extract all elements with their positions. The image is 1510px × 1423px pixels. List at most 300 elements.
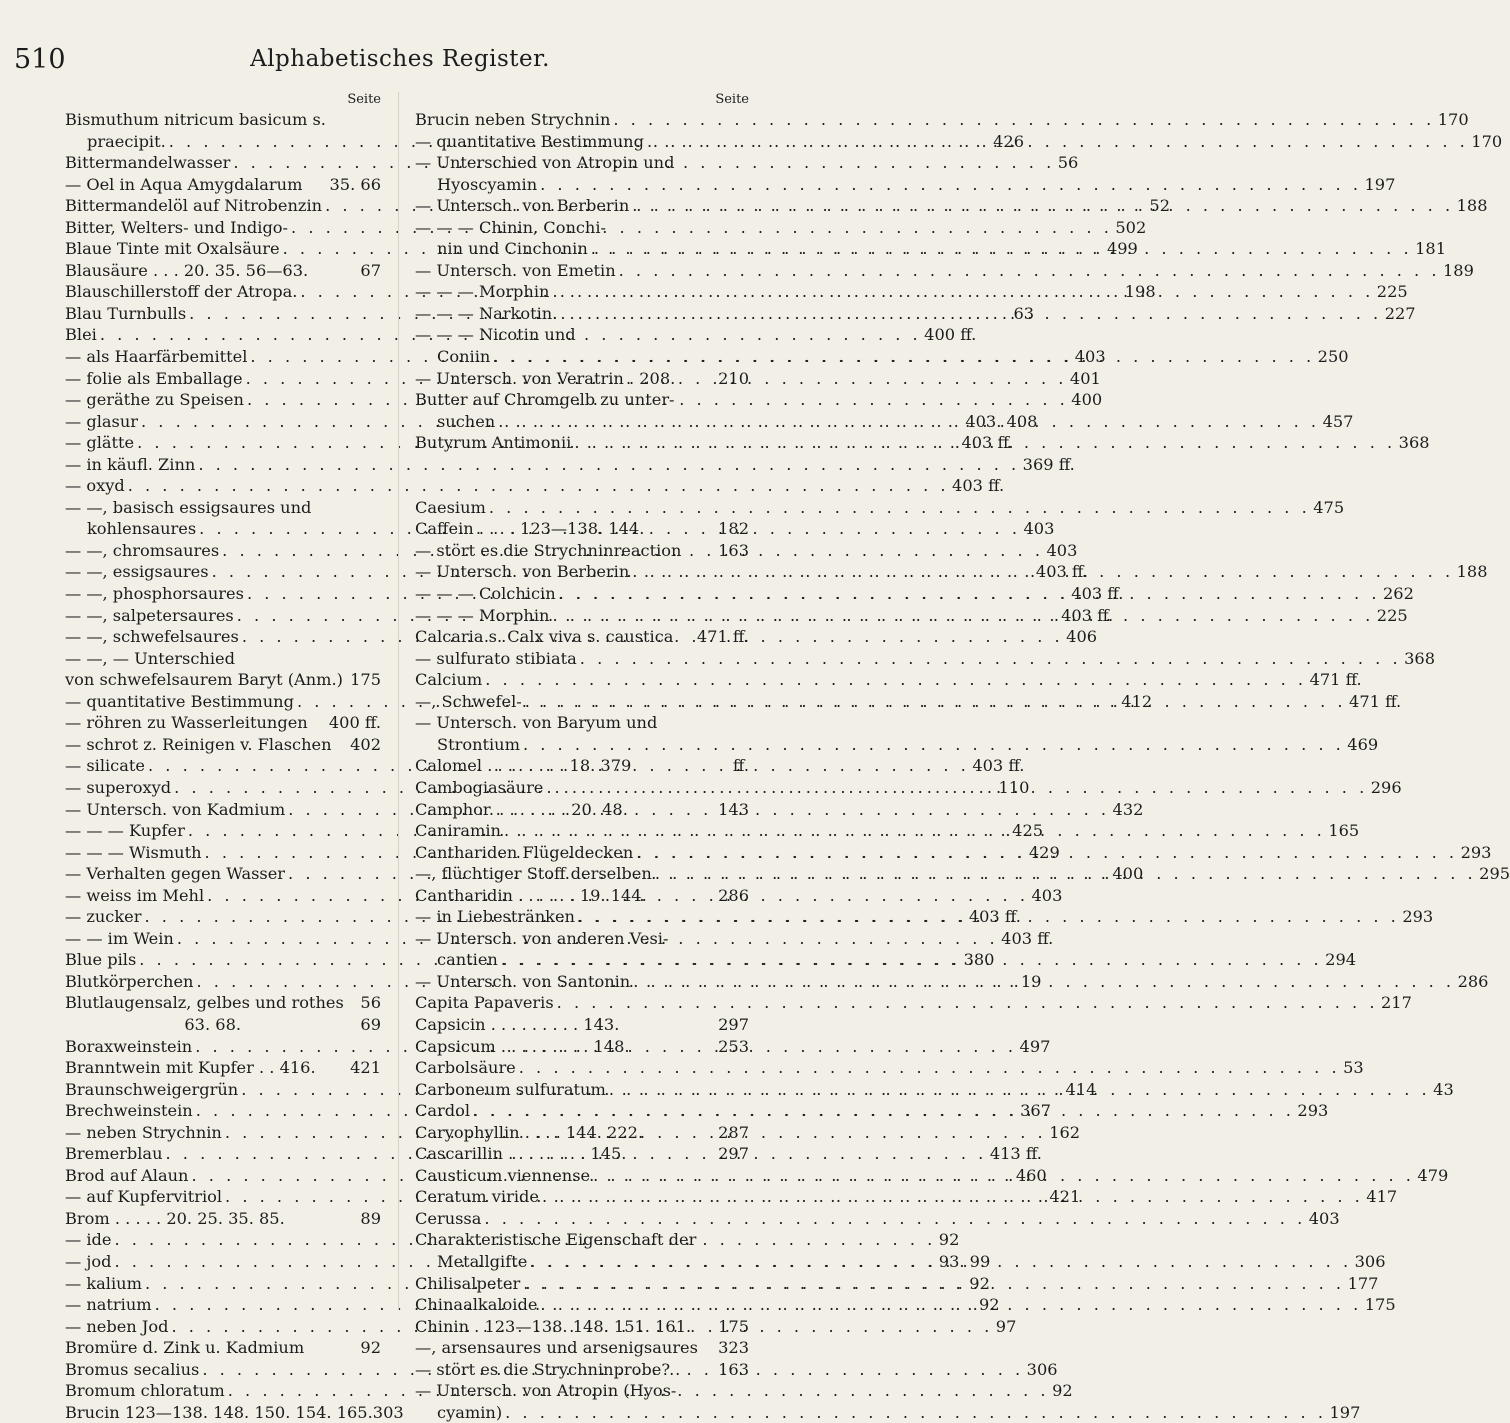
entry-page-ref: 403 [1046, 540, 1078, 560]
index-entry [65, 648, 381, 670]
entry-term: Calcaria s. Calx viva s. caustica [415, 627, 674, 647]
index-entry [65, 454, 1075, 476]
dot-leader [490, 346, 1317, 368]
entry-term: nin und Cinchonin [437, 239, 588, 259]
entry-term: — weiss im Mehl [65, 885, 205, 905]
entry-term: — Untersch. von Santonin [415, 971, 631, 991]
index-entry [415, 928, 749, 950]
entry-term: — —, salpetersaures [65, 605, 234, 625]
entry-page-ref: 293 [1460, 842, 1492, 862]
entry-page-ref: 497 [1019, 1036, 1051, 1056]
entry-page-ref: 67 [360, 260, 381, 280]
entry-page-ref: 402 [350, 734, 381, 754]
entry-term: — in käufl. Zinn [65, 454, 196, 474]
entry-term: — — — Narkotin. [415, 303, 558, 323]
index-entry [65, 1208, 381, 1230]
entry-term: Butyrum Antimonii [415, 433, 572, 453]
index-entry [415, 755, 749, 777]
dot-leader [498, 949, 1325, 971]
entry-page-ref: 69 [360, 1014, 381, 1034]
entry-term: — sulfurato stibiata [415, 648, 577, 668]
entry-page-ref: 426 [993, 131, 1024, 151]
entry-term: — stört es die Strychninprobe? . [415, 1359, 681, 1379]
dot-leader [629, 561, 1456, 583]
entry-page-ref: 163 [718, 540, 749, 560]
entry-term: Capsicum . . . . . . . . . 148. [415, 1036, 630, 1056]
entry-term: — schrot z. Reinigen v. Flaschen [65, 734, 332, 754]
entry-page-ref: 97 [995, 1316, 1017, 1336]
dot-leader [543, 777, 1370, 799]
entry-term: Brom . . . . . 20. 25. 35. 85. [65, 1208, 285, 1228]
dot-leader [481, 1208, 1308, 1230]
entry-term: — Untersch. von Veratrin . 208. [415, 368, 676, 388]
entry-term: — jod [65, 1251, 112, 1271]
entry-page-ref: 225 [1376, 605, 1408, 625]
index-entry [415, 992, 1412, 1014]
entry-term: Hyoscyamin [437, 174, 538, 194]
entry-page-ref: 19 [1020, 971, 1042, 991]
entry-term: — in Liebestränken [415, 907, 575, 927]
entry-page-ref: 52 [1149, 196, 1170, 216]
entry-term: Cambogiasäure [415, 777, 544, 797]
entry-term: — — — Morphin [415, 282, 550, 302]
entry-page-ref: 403 [1074, 347, 1106, 367]
entry-term: Butter auf Chromgelb zu unter- [415, 390, 675, 410]
entry-page-ref: 227 [1384, 303, 1416, 323]
entry-term: — Untersch. von Baryum und [415, 713, 658, 733]
seite-label: Seite [347, 92, 381, 107]
entry-page-ref: 400 [1112, 864, 1144, 884]
entry-page-ref: 306 [1026, 1359, 1058, 1379]
entry-term: Chinaalkaloide [415, 1295, 538, 1315]
index-entry [415, 1036, 749, 1058]
index-entry [65, 712, 381, 734]
index-entry [415, 540, 749, 562]
dot-leader [644, 131, 1471, 153]
entry-term: — — — Wismuth [65, 842, 202, 862]
entry-page-ref: 401 [1069, 368, 1101, 388]
index-entry [65, 497, 381, 519]
dot-leader [482, 669, 1309, 691]
dot-leader [610, 109, 1437, 131]
entry-term: Causticum viennense [415, 1165, 591, 1185]
dot-leader [652, 863, 1479, 885]
dot-leader [575, 906, 1402, 928]
entry-term: Blau Turnbulls [65, 303, 187, 323]
index-entry [65, 1402, 404, 1423]
entry-page-ref: 306 [1354, 1251, 1386, 1271]
entry-term: Blauschillerstoff der Atropa. [65, 282, 298, 302]
entry-page-ref: 429 [1028, 842, 1060, 862]
entry-page-ref: 479 [1417, 1165, 1449, 1185]
entry-term: Capita Papaveris [415, 993, 554, 1013]
dot-leader [554, 992, 1381, 1014]
entry-page-ref: 400 ff. [328, 713, 381, 733]
entry-term: — folie als Emballage [65, 368, 243, 388]
index-entry [415, 497, 1345, 519]
entry-page-ref: 368 [1398, 433, 1430, 453]
entry-page-ref: 295 [1479, 864, 1510, 884]
entry-term: — Oel in Aqua Amygdalarum [65, 174, 303, 194]
entry-page-ref: 403 ff. [1071, 584, 1124, 604]
section-gap [415, 475, 749, 497]
entry-page-ref: 471 ff. [696, 627, 749, 647]
dot-leader [549, 281, 1376, 303]
entry-page-ref: 92 [1052, 1381, 1073, 1401]
entry-page-ref: 403 [1308, 1208, 1340, 1228]
entry-term: Blutkörperchen [65, 971, 194, 991]
entry-term: — Untersch. von Berberin [415, 196, 630, 216]
seite-label: Seite [715, 92, 749, 107]
dot-leader [556, 583, 1383, 605]
entry-page-ref: 53 [1343, 1058, 1364, 1078]
entry-page-ref: 170 [1437, 110, 1469, 129]
entry-term: — Untersch. von Berberin [415, 562, 630, 582]
dot-leader [633, 842, 1460, 864]
entry-term: Caffein . . . . 123—138. 144. [415, 519, 645, 539]
entry-page-ref: 403 [1023, 519, 1055, 539]
entry-page-ref: 210 [718, 368, 749, 388]
entry-term: — oxyd [65, 476, 125, 496]
entry-page-ref: 225 [1376, 282, 1408, 302]
index-entry [415, 368, 749, 390]
dot-leader [520, 734, 1347, 756]
entry-page-ref: 400 [1071, 390, 1103, 410]
entry-page-ref: 403 ff. [1035, 562, 1089, 582]
entry-page-ref: 403 [1031, 885, 1063, 905]
entry-page-ref: 89 [360, 1208, 381, 1228]
index-entry [415, 217, 749, 239]
entry-term: Boraxweinstein [65, 1036, 193, 1056]
entry-page-ref: 188 [1456, 562, 1488, 582]
entry-page-ref: 400 ff. [924, 325, 977, 345]
entry-term: — Untersch. von Kadmium [65, 799, 286, 819]
entry-term: — neben Jod [65, 1316, 169, 1336]
entry-term: Blue pils [65, 950, 137, 970]
entry-term: cyamin) [437, 1402, 503, 1422]
entry-page-ref: 170 [1471, 131, 1503, 151]
dot-leader [549, 605, 1376, 627]
entry-term: Blaue Tinte mit Oxalsäure [65, 239, 280, 259]
dot-leader [520, 1273, 1347, 1295]
entry-term: — Untersch. von Atropin (Hyos- [415, 1381, 677, 1401]
section-gap [415, 454, 749, 476]
entry-page-ref: 296 [1370, 777, 1402, 797]
entry-term: Cardol [415, 1101, 471, 1121]
entry-term: Calomel . . . . . . . . 18. 379 [415, 756, 632, 776]
running-title: Alphabetisches Register. [250, 46, 550, 72]
index-entry [415, 1380, 749, 1402]
entry-page-ref: 413 ff. [989, 1144, 1042, 1164]
dot-leader [537, 1294, 1364, 1316]
entry-page-ref: 165 [1328, 821, 1360, 841]
entry-term: Bremerblau [65, 1144, 163, 1164]
entry-term: — — — Chinin, Conchi- [415, 217, 607, 237]
index-entry [65, 1057, 381, 1079]
dot-leader [495, 411, 1322, 433]
entry-term: — —, chromsaures [65, 540, 220, 560]
entry-page-ref: ff. [732, 756, 749, 776]
entry-page-ref: 323 [718, 1338, 749, 1358]
entry-page-ref: 368 [1404, 648, 1436, 668]
entry-term: Charakteristische Eigenschaft der [415, 1230, 697, 1250]
entry-term: 63. 68. [184, 1014, 242, 1034]
entry-term: — als Haarfärbemittel [65, 347, 248, 367]
index-entry [415, 1014, 749, 1036]
entry-term: — silicate [65, 756, 145, 776]
page-header [0, 44, 800, 74]
dot-leader [577, 648, 1404, 670]
entry-page-ref: 417 [1366, 1187, 1398, 1207]
dot-leader [557, 303, 1384, 325]
entry-page-ref: 412 [1121, 691, 1153, 711]
index-entry [65, 174, 381, 196]
entry-term: Bromüre d. Zink u. Kadmium [65, 1338, 305, 1358]
entry-term: — zucker [65, 907, 142, 927]
entry-page-ref: 294 [1325, 950, 1357, 970]
entry-term: Caryophyllin . . . . 144. 222. [415, 1122, 644, 1142]
entry-page-ref: 367 [1020, 1101, 1051, 1121]
entry-page-ref: 175 [350, 670, 381, 690]
page-number: 510 [14, 44, 66, 75]
entry-term: kohlensaures [87, 519, 197, 539]
entry-page-ref: 198 [1124, 282, 1156, 302]
index-entry [415, 712, 749, 734]
entry-page-ref: 177 [1347, 1273, 1379, 1293]
entry-page-ref: 475 [1313, 497, 1345, 517]
entry-term: — —, — Unterschied [65, 648, 235, 668]
entry-page-ref: 286 [1457, 971, 1489, 991]
dot-leader [629, 195, 1456, 217]
index-entry [415, 518, 749, 540]
entry-term: — neben Strychnin [65, 1122, 222, 1142]
dot-leader [616, 260, 1443, 282]
index-entry [415, 109, 1469, 131]
entry-page-ref: 425 [1012, 821, 1044, 841]
index-entry [65, 1014, 381, 1036]
entry-term: suchen [437, 411, 496, 431]
entry-term: Caniramin [415, 821, 501, 841]
entry-term: — Verhalten gegen Wasser [65, 864, 286, 884]
index-entry [415, 1359, 749, 1381]
entry-page-ref: 92 [969, 1273, 990, 1293]
dot-leader [522, 691, 1349, 713]
entry-term: Brechweinstein [65, 1101, 193, 1121]
entry-page-ref: 297 [718, 1144, 749, 1164]
entry-page-ref: 110 [998, 777, 1030, 797]
entry-term: Strontium [437, 734, 520, 754]
entry-term: — natrium [65, 1295, 152, 1315]
index-entry [415, 885, 749, 907]
dot-leader [486, 497, 1313, 519]
entry-page-ref: 92 [978, 1295, 1000, 1315]
entry-page-ref: 92 [360, 1338, 381, 1358]
entry-term: — —, basisch essigsaures und [65, 497, 312, 517]
index-entry [65, 1337, 381, 1359]
entry-term: Branntwein mit Kupfer . . 416. [65, 1058, 316, 1078]
entry-page-ref: 63 [1013, 303, 1035, 323]
entry-term: — — — Morphin [415, 605, 550, 625]
dot-leader [588, 238, 1415, 260]
entry-page-ref: 499 [1106, 239, 1138, 259]
entry-page-ref: 43 [1433, 1079, 1454, 1099]
entry-term: — ide [65, 1230, 112, 1250]
dot-leader [527, 1251, 1354, 1273]
entry-page-ref: 197 [1329, 1402, 1361, 1422]
entry-page-ref: 380 [963, 950, 995, 970]
entry-term: Blutlaugensalz, gelbes und rothes [65, 993, 344, 1013]
entry-term: Canthariden Flügeldecken [415, 842, 634, 862]
index-entry [65, 992, 381, 1014]
entry-term: Bittermandelöl auf Nitrobenzin [65, 196, 323, 216]
index-entry [415, 174, 1396, 196]
entry-term: —, Schwefel- [415, 691, 522, 711]
index-entry [415, 1316, 749, 1338]
entry-term: Coniin [437, 347, 491, 367]
index-entry [415, 734, 1379, 756]
entry-term: — röhren zu Wasserleitungen [65, 713, 308, 733]
entry-page-ref: 188 [1456, 196, 1488, 216]
entry-page-ref: 403 ff. [1001, 928, 1054, 948]
dot-leader [516, 1057, 1343, 1079]
dot-leader [590, 1165, 1417, 1187]
entry-page-ref: 406 [1066, 627, 1098, 647]
entry-term: — quantitative Bestimmung [415, 131, 644, 151]
entry-term: Blei [65, 325, 97, 345]
index-entry [415, 626, 749, 648]
entry-term: — — — Nicotin und [415, 325, 576, 345]
entry-term: — Untersch. von Emetin [415, 260, 616, 280]
entry-term: — glasur [65, 411, 138, 431]
entry-page-ref: 403 ff. [952, 476, 1005, 496]
entry-page-ref: 432 [1112, 799, 1144, 819]
entry-page-ref: 175 [1364, 1295, 1396, 1315]
entry-term: — — — Kupfer [65, 821, 185, 841]
entry-term: Carbolsäure [415, 1058, 516, 1078]
entry-term: Bromus secalius [65, 1359, 200, 1379]
entry-page-ref: 162 [1049, 1122, 1081, 1142]
dot-leader [501, 820, 1328, 842]
entry-page-ref: 303 [372, 1402, 404, 1422]
entry-page-ref: 469 [1347, 734, 1379, 754]
index-entry [415, 669, 1362, 691]
entry-term: Ceratum viride [415, 1187, 539, 1207]
entry-term: — quantitative Bestimmung [65, 691, 294, 711]
dot-leader [537, 174, 1364, 196]
entry-page-ref: 421 [350, 1058, 381, 1078]
entry-page-ref: 403 ff. [972, 756, 1025, 776]
entry-page-ref: 421 [1049, 1187, 1081, 1207]
entry-term: cantien [437, 950, 498, 970]
entry-term: — glätte [65, 433, 135, 453]
index-entry [415, 1122, 749, 1144]
entry-page-ref: 369 ff. [1022, 454, 1075, 474]
entry-page-ref: 293 [1402, 907, 1434, 927]
entry-term: Carboneum sulfuratum [415, 1079, 606, 1099]
entry-page-ref: 403. 408 [965, 411, 1038, 431]
entry-term: praecipit. [87, 131, 166, 151]
index-entry [415, 1208, 1340, 1230]
entry-page-ref: 56 [360, 993, 381, 1013]
entry-term: — geräthe zu Speisen [65, 390, 244, 410]
entry-page-ref: 189 [1442, 260, 1474, 280]
entry-page-ref: 286 [718, 885, 749, 905]
entry-term: Cerussa [415, 1208, 482, 1228]
entry-page-ref: 217 [1380, 993, 1412, 1013]
entry-term: — Untersch. von anderen Vesi- [415, 928, 669, 948]
entry-term: Blausäure . . . 20. 35. 56—63. [65, 260, 309, 280]
entry-page-ref: 403 ff. [1061, 605, 1114, 625]
entry-term: Caesium [415, 497, 486, 517]
entry-page-ref: 35. 66 [329, 174, 381, 194]
index-entry [415, 324, 749, 346]
index-entry [65, 260, 381, 282]
index-entry [415, 389, 749, 411]
entry-page-ref: 287 [718, 1122, 749, 1142]
index-entry [65, 734, 381, 756]
index-entry [65, 109, 381, 131]
entry-page-ref: 197 [1364, 174, 1396, 194]
index-entry [415, 1402, 1361, 1423]
index-entry [65, 475, 1005, 497]
entry-term: Metallgifte [437, 1251, 528, 1271]
dot-leader [571, 432, 1398, 454]
dot-leader [630, 971, 1457, 993]
column-divider [398, 92, 399, 1310]
index-entry [415, 1057, 1364, 1079]
index-entry [415, 152, 749, 174]
entry-term: —, flüchtiger Stoff derselben [415, 864, 652, 884]
index-entry [65, 669, 381, 691]
entry-page-ref: 414 [1065, 1079, 1097, 1099]
entry-term: Bismuthum nitricum basicum s. [65, 110, 326, 129]
index-entry [415, 260, 1474, 282]
entry-term: Brucin neben Strychnin [415, 110, 611, 129]
index-entry [415, 799, 749, 821]
entry-page-ref: 471 ff. [1349, 691, 1402, 711]
dot-leader [539, 1186, 1366, 1208]
dot-leader [606, 1079, 1433, 1101]
entry-term: Capsicin . . . . . . . . . 143. [415, 1014, 620, 1034]
entry-term: — —, phosphorsaures [65, 584, 244, 604]
index-entry [415, 1337, 749, 1359]
entry-term: Bitter, Welters- und Indigo- [65, 217, 289, 237]
entry-page-ref: 403 ff. [968, 907, 1021, 927]
entry-page-ref: 181 [1415, 239, 1447, 259]
entry-page-ref: 143 [718, 799, 749, 819]
entry-term: Brucin 123—138. 148. 150. 154. 165. [65, 1402, 373, 1422]
entry-term: — —, schwefelsaures [65, 627, 239, 647]
entry-term: — —, essigsaures [65, 562, 209, 582]
entry-term: — auf Kupfervitriol [65, 1187, 223, 1207]
entry-term: Calcium [415, 670, 483, 690]
entry-term: Brod auf Alaun [65, 1165, 189, 1185]
entry-page-ref: 163 [718, 1359, 749, 1379]
index-entry [415, 1229, 749, 1251]
entry-term: — stört es die Strychninreaction [415, 540, 682, 560]
entry-term: — — — Colchicin [415, 584, 556, 604]
entry-page-ref: 182 [718, 519, 749, 539]
entry-page-ref: 262 [1382, 584, 1414, 604]
entry-term: Chinin . 123—138. 148. 151. 161. [415, 1316, 692, 1336]
entry-page-ref: 460 [1015, 1165, 1047, 1185]
entry-term: Bittermandelwasser [65, 153, 231, 173]
entry-page-ref: 175 [718, 1316, 749, 1336]
dot-leader [502, 1402, 1329, 1423]
entry-term: von schwefelsaurem Baryt (Anm.) [65, 670, 343, 690]
index-entry [415, 648, 1436, 670]
entry-page-ref: 502 [1115, 217, 1147, 237]
